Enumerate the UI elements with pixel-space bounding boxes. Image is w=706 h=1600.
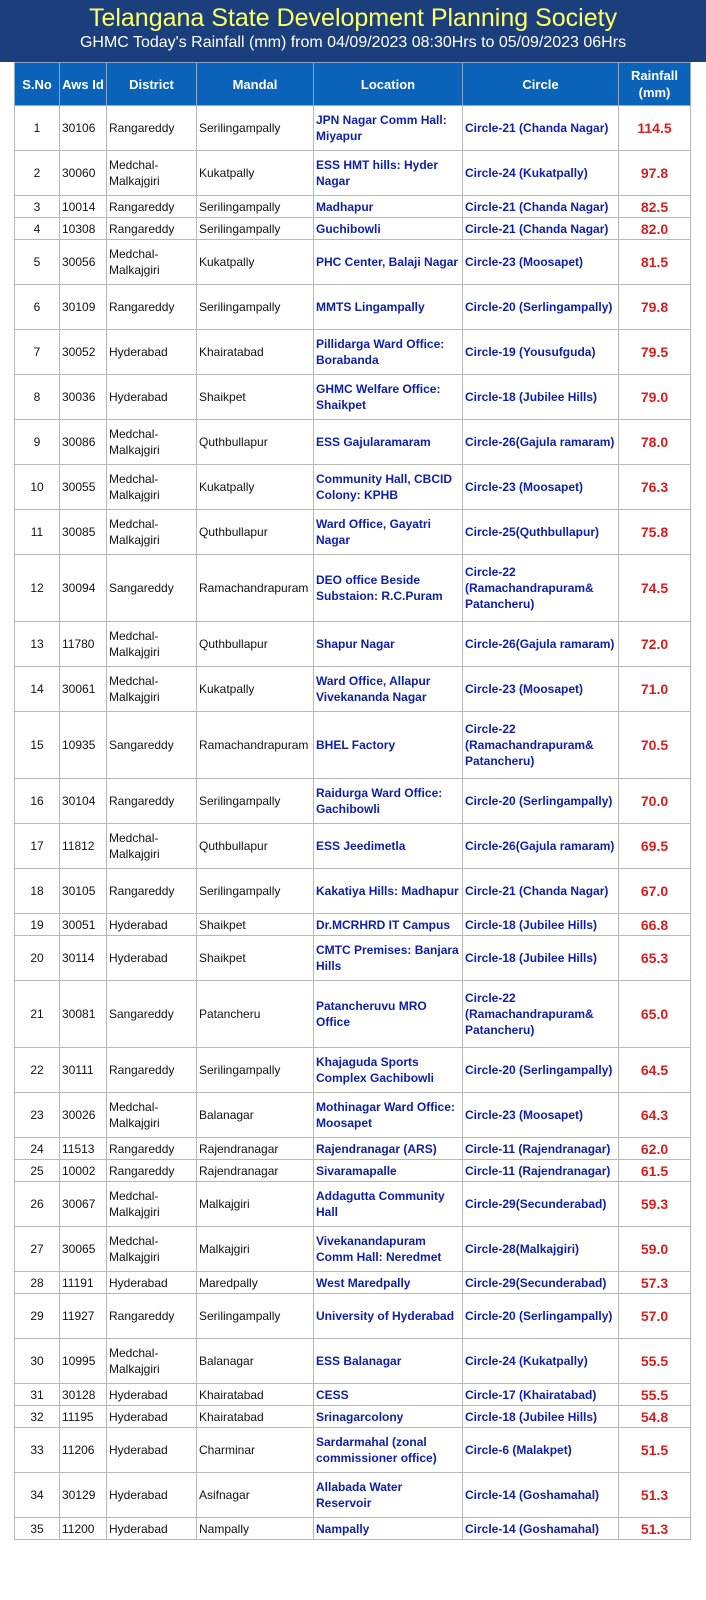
cell-mandal: Quthbullapur xyxy=(197,622,314,667)
table-row xyxy=(15,779,691,824)
table-row xyxy=(15,824,691,869)
cell-sno: 5 xyxy=(15,240,60,285)
cell-circle: Circle-14 (Goshamahal) xyxy=(463,1518,619,1540)
cell-aws-id: 30111 xyxy=(60,1048,107,1093)
cell-mandal: Maredpally xyxy=(197,1272,314,1294)
cell-rainfall: 79.5 xyxy=(619,330,691,375)
cell-mandal: Shaikpet xyxy=(197,936,314,981)
table-row xyxy=(15,1048,691,1093)
cell-circle: Circle-6 (Malakpet) xyxy=(463,1428,619,1473)
cell-rainfall: 70.0 xyxy=(619,779,691,824)
table-row xyxy=(15,555,691,622)
table-row xyxy=(15,1428,691,1473)
cell-mandal: Malkajgiri xyxy=(197,1227,314,1272)
cell-rainfall: 69.5 xyxy=(619,824,691,869)
cell-aws-id: 30109 xyxy=(60,285,107,330)
cell-mandal: Kukatpally xyxy=(197,151,314,196)
cell-circle: Circle-20 (Serlingampally) xyxy=(463,1294,619,1339)
page-header xyxy=(0,0,706,62)
cell-sno: 15 xyxy=(15,712,60,779)
cell-rainfall: 81.5 xyxy=(619,240,691,285)
cell-sno: 13 xyxy=(15,622,60,667)
cell-aws-id: 11191 xyxy=(60,1272,107,1294)
cell-rainfall: 65.3 xyxy=(619,936,691,981)
cell-aws-id: 30067 xyxy=(60,1182,107,1227)
cell-location: ESS Gajularamaram xyxy=(314,420,463,465)
cell-sno: 29 xyxy=(15,1294,60,1339)
cell-circle: Circle-22 (Ramachandrapuram& Patancheru) xyxy=(463,712,619,779)
cell-aws-id: 30060 xyxy=(60,151,107,196)
cell-circle: Circle-23 (Moosapet) xyxy=(463,1093,619,1138)
cell-location: MMTS Lingampally xyxy=(314,285,463,330)
cell-sno: 18 xyxy=(15,869,60,914)
cell-rainfall: 74.5 xyxy=(619,555,691,622)
cell-circle: Circle-18 (Jubilee Hills) xyxy=(463,375,619,420)
cell-rainfall: 51.3 xyxy=(619,1518,691,1540)
table-row xyxy=(15,936,691,981)
cell-circle: Circle-19 (Yousufguda) xyxy=(463,330,619,375)
cell-sno: 23 xyxy=(15,1093,60,1138)
cell-aws-id: 11513 xyxy=(60,1138,107,1160)
cell-circle: Circle-29(Secunderabad) xyxy=(463,1182,619,1227)
cell-circle: Circle-21 (Chanda Nagar) xyxy=(463,196,619,218)
cell-rainfall: 51.3 xyxy=(619,1473,691,1518)
cell-mandal: Asifnagar xyxy=(197,1473,314,1518)
cell-rainfall: 78.0 xyxy=(619,420,691,465)
cell-sno: 16 xyxy=(15,779,60,824)
cell-location: CMTC Premises: Banjara Hills xyxy=(314,936,463,981)
cell-district: Rangareddy xyxy=(107,1294,197,1339)
cell-rainfall: 79.8 xyxy=(619,285,691,330)
cell-circle: Circle-14 (Goshamahal) xyxy=(463,1473,619,1518)
cell-aws-id: 11195 xyxy=(60,1406,107,1428)
cell-location: Ward Office, Gayatri Nagar xyxy=(314,510,463,555)
table-row xyxy=(15,1518,691,1540)
cell-district: Rangareddy xyxy=(107,196,197,218)
cell-aws-id: 10014 xyxy=(60,196,107,218)
cell-location: Pillidarga Ward Office: Borabanda xyxy=(314,330,463,375)
table-row xyxy=(15,1339,691,1384)
cell-sno: 28 xyxy=(15,1272,60,1294)
cell-rainfall: 61.5 xyxy=(619,1160,691,1182)
cell-mandal: Khairatabad xyxy=(197,330,314,375)
cell-mandal: Serilingampally xyxy=(197,106,314,151)
cell-district: Medchal-Malkajgiri xyxy=(107,667,197,712)
cell-aws-id: 30086 xyxy=(60,420,107,465)
cell-circle: Circle-21 (Chanda Nagar) xyxy=(463,869,619,914)
cell-sno: 27 xyxy=(15,1227,60,1272)
cell-district: Rangareddy xyxy=(107,1048,197,1093)
cell-location: Allabada Water Reservoir xyxy=(314,1473,463,1518)
cell-mandal: Rajendranagar xyxy=(197,1138,314,1160)
cell-mandal: Malkajgiri xyxy=(197,1182,314,1227)
cell-aws-id: 30051 xyxy=(60,914,107,936)
table-row xyxy=(15,196,691,218)
cell-location: ESS Balanagar xyxy=(314,1339,463,1384)
col-header-rainfall: Rainfall (mm) xyxy=(619,63,691,106)
table-header-row xyxy=(15,63,691,106)
table-row xyxy=(15,106,691,151)
cell-aws-id: 30105 xyxy=(60,869,107,914)
cell-sno: 34 xyxy=(15,1473,60,1518)
cell-location: Madhapur xyxy=(314,196,463,218)
cell-mandal: Quthbullapur xyxy=(197,420,314,465)
cell-location: Vivekanandapuram Comm Hall: Neredmet xyxy=(314,1227,463,1272)
cell-aws-id: 30026 xyxy=(60,1093,107,1138)
cell-district: Medchal-Malkajgiri xyxy=(107,240,197,285)
cell-sno: 9 xyxy=(15,420,60,465)
table-row xyxy=(15,465,691,510)
table-row xyxy=(15,622,691,667)
cell-aws-id: 30114 xyxy=(60,936,107,981)
cell-sno: 10 xyxy=(15,465,60,510)
cell-aws-id: 11780 xyxy=(60,622,107,667)
cell-location: GHMC Welfare Office: Shaikpet xyxy=(314,375,463,420)
cell-mandal: Serilingampally xyxy=(197,779,314,824)
cell-district: Rangareddy xyxy=(107,779,197,824)
cell-circle: Circle-26(Gajula ramaram) xyxy=(463,420,619,465)
table-row xyxy=(15,981,691,1048)
cell-aws-id: 30085 xyxy=(60,510,107,555)
cell-sno: 17 xyxy=(15,824,60,869)
cell-aws-id: 10002 xyxy=(60,1160,107,1182)
cell-district: Medchal-Malkajgiri xyxy=(107,1339,197,1384)
table-row xyxy=(15,712,691,779)
cell-rainfall: 97.8 xyxy=(619,151,691,196)
cell-location: Srinagarcolony xyxy=(314,1406,463,1428)
cell-rainfall: 54.8 xyxy=(619,1406,691,1428)
col-header-aws-id: Aws Id xyxy=(60,63,107,106)
cell-district: Medchal-Malkajgiri xyxy=(107,465,197,510)
cell-aws-id: 11206 xyxy=(60,1428,107,1473)
cell-district: Hyderabad xyxy=(107,936,197,981)
cell-rainfall: 71.0 xyxy=(619,667,691,712)
cell-aws-id: 11927 xyxy=(60,1294,107,1339)
cell-district: Hyderabad xyxy=(107,330,197,375)
cell-sno: 26 xyxy=(15,1182,60,1227)
cell-location: Khajaguda Sports Complex Gachibowli xyxy=(314,1048,463,1093)
cell-rainfall: 72.0 xyxy=(619,622,691,667)
cell-location: PHC Center, Balaji Nagar xyxy=(314,240,463,285)
table-row xyxy=(15,218,691,240)
cell-district: Medchal-Malkajgiri xyxy=(107,420,197,465)
cell-rainfall: 62.0 xyxy=(619,1138,691,1160)
cell-mandal: Serilingampally xyxy=(197,869,314,914)
cell-location: Addagutta Community Hall xyxy=(314,1182,463,1227)
cell-location: Shapur Nagar xyxy=(314,622,463,667)
table-row xyxy=(15,914,691,936)
cell-mandal: Ramachandrapuram xyxy=(197,712,314,779)
cell-circle: Circle-11 (Rajendranagar) xyxy=(463,1160,619,1182)
cell-district: Hyderabad xyxy=(107,1428,197,1473)
cell-location: Guchibowli xyxy=(314,218,463,240)
cell-rainfall: 75.8 xyxy=(619,510,691,555)
cell-mandal: Nampally xyxy=(197,1518,314,1540)
cell-rainfall: 51.5 xyxy=(619,1428,691,1473)
cell-aws-id: 30094 xyxy=(60,555,107,622)
cell-mandal: Charminar xyxy=(197,1428,314,1473)
col-header-sno: S.No xyxy=(15,63,60,106)
cell-circle: Circle-28(Malkajgiri) xyxy=(463,1227,619,1272)
cell-location: JPN Nagar Comm Hall: Miyapur xyxy=(314,106,463,151)
cell-rainfall: 76.3 xyxy=(619,465,691,510)
cell-mandal: Shaikpet xyxy=(197,375,314,420)
cell-rainfall: 64.3 xyxy=(619,1093,691,1138)
cell-circle: Circle-18 (Jubilee Hills) xyxy=(463,936,619,981)
cell-sno: 19 xyxy=(15,914,60,936)
cell-district: Rangareddy xyxy=(107,218,197,240)
cell-location: Patancheruvu MRO Office xyxy=(314,981,463,1048)
cell-circle: Circle-21 (Chanda Nagar) xyxy=(463,106,619,151)
cell-sno: 33 xyxy=(15,1428,60,1473)
cell-rainfall: 55.5 xyxy=(619,1384,691,1406)
cell-sno: 22 xyxy=(15,1048,60,1093)
cell-district: Medchal-Malkajgiri xyxy=(107,1227,197,1272)
cell-district: Hyderabad xyxy=(107,1473,197,1518)
cell-aws-id: 30056 xyxy=(60,240,107,285)
col-header-district: District xyxy=(107,63,197,106)
page-title: Telangana State Development Planning Society xyxy=(88,4,618,32)
cell-rainfall: 65.0 xyxy=(619,981,691,1048)
cell-mandal: Shaikpet xyxy=(197,914,314,936)
cell-location: Nampally xyxy=(314,1518,463,1540)
cell-mandal: Ramachandrapuram xyxy=(197,555,314,622)
cell-rainfall: 64.5 xyxy=(619,1048,691,1093)
cell-sno: 25 xyxy=(15,1160,60,1182)
cell-aws-id: 11812 xyxy=(60,824,107,869)
table-row xyxy=(15,1138,691,1160)
table-row xyxy=(15,330,691,375)
cell-mandal: Serilingampally xyxy=(197,196,314,218)
cell-location: Mothinagar Ward Office: Moosapet xyxy=(314,1093,463,1138)
cell-circle: Circle-22 (Ramachandrapuram& Patancheru) xyxy=(463,981,619,1048)
cell-rainfall: 57.0 xyxy=(619,1294,691,1339)
table-row xyxy=(15,151,691,196)
cell-circle: Circle-18 (Jubilee Hills) xyxy=(463,914,619,936)
table-row xyxy=(15,1294,691,1339)
cell-mandal: Khairatabad xyxy=(197,1384,314,1406)
cell-circle: Circle-20 (Serlingampally) xyxy=(463,779,619,824)
cell-circle: Circle-18 (Jubilee Hills) xyxy=(463,1406,619,1428)
cell-aws-id: 30065 xyxy=(60,1227,107,1272)
cell-aws-id: 30129 xyxy=(60,1473,107,1518)
cell-sno: 30 xyxy=(15,1339,60,1384)
cell-circle: Circle-23 (Moosapet) xyxy=(463,240,619,285)
cell-sno: 32 xyxy=(15,1406,60,1428)
cell-district: Medchal-Malkajgiri xyxy=(107,622,197,667)
cell-aws-id: 11200 xyxy=(60,1518,107,1540)
cell-rainfall: 70.5 xyxy=(619,712,691,779)
table-row xyxy=(15,375,691,420)
rainfall-table xyxy=(14,62,691,1540)
cell-district: Hyderabad xyxy=(107,1272,197,1294)
cell-rainfall: 67.0 xyxy=(619,869,691,914)
cell-rainfall: 82.0 xyxy=(619,218,691,240)
cell-sno: 20 xyxy=(15,936,60,981)
cell-location: University of Hyderabad xyxy=(314,1294,463,1339)
cell-sno: 6 xyxy=(15,285,60,330)
cell-rainfall: 57.3 xyxy=(619,1272,691,1294)
cell-sno: 4 xyxy=(15,218,60,240)
cell-mandal: Serilingampally xyxy=(197,285,314,330)
cell-mandal: Kukatpally xyxy=(197,465,314,510)
cell-rainfall: 55.5 xyxy=(619,1339,691,1384)
col-header-location: Location xyxy=(314,63,463,106)
cell-circle: Circle-20 (Serlingampally) xyxy=(463,1048,619,1093)
table-row xyxy=(15,240,691,285)
cell-sno: 14 xyxy=(15,667,60,712)
cell-circle: Circle-11 (Rajendranagar) xyxy=(463,1138,619,1160)
cell-aws-id: 10935 xyxy=(60,712,107,779)
cell-sno: 24 xyxy=(15,1138,60,1160)
cell-sno: 2 xyxy=(15,151,60,196)
cell-district: Sangareddy xyxy=(107,555,197,622)
cell-rainfall: 66.8 xyxy=(619,914,691,936)
cell-location: Dr.MCRHRD IT Campus xyxy=(314,914,463,936)
cell-aws-id: 30081 xyxy=(60,981,107,1048)
cell-aws-id: 30106 xyxy=(60,106,107,151)
cell-mandal: Patancheru xyxy=(197,981,314,1048)
cell-location: West Maredpally xyxy=(314,1272,463,1294)
col-header-mandal: Mandal xyxy=(197,63,314,106)
table-row xyxy=(15,1406,691,1428)
cell-district: Medchal-Malkajgiri xyxy=(107,151,197,196)
cell-sno: 1 xyxy=(15,106,60,151)
cell-district: Hyderabad xyxy=(107,914,197,936)
cell-circle: Circle-26(Gajula ramaram) xyxy=(463,622,619,667)
cell-aws-id: 10995 xyxy=(60,1339,107,1384)
cell-district: Hyderabad xyxy=(107,1518,197,1540)
cell-mandal: Kukatpally xyxy=(197,240,314,285)
cell-rainfall: 59.3 xyxy=(619,1182,691,1227)
cell-circle: Circle-20 (Serlingampally) xyxy=(463,285,619,330)
cell-mandal: Kukatpally xyxy=(197,667,314,712)
cell-circle: Circle-24 (Kukatpally) xyxy=(463,151,619,196)
cell-mandal: Rajendranagar xyxy=(197,1160,314,1182)
cell-district: Sangareddy xyxy=(107,712,197,779)
cell-aws-id: 30128 xyxy=(60,1384,107,1406)
table-row xyxy=(15,1473,691,1518)
table-row xyxy=(15,285,691,330)
table-row xyxy=(15,869,691,914)
cell-aws-id: 30104 xyxy=(60,779,107,824)
cell-aws-id: 30061 xyxy=(60,667,107,712)
cell-rainfall: 59.0 xyxy=(619,1227,691,1272)
col-header-circle: Circle xyxy=(463,63,619,106)
cell-circle: Circle-26(Gajula ramaram) xyxy=(463,824,619,869)
cell-location: Ward Office, Allapur Vivekananda Nagar xyxy=(314,667,463,712)
cell-mandal: Balanagar xyxy=(197,1093,314,1138)
cell-circle: Circle-23 (Moosapet) xyxy=(463,667,619,712)
cell-sno: 3 xyxy=(15,196,60,218)
table-row xyxy=(15,1227,691,1272)
cell-district: Rangareddy xyxy=(107,869,197,914)
table-row xyxy=(15,1272,691,1294)
page-subtitle: GHMC Today's Rainfall (mm) from 04/09/2023 08:30Hrs to 05/09/2023 06Hrs xyxy=(79,34,627,51)
table-row xyxy=(15,1093,691,1138)
cell-circle: Circle-22 (Ramachandrapuram& Patancheru) xyxy=(463,555,619,622)
cell-location: Rajendranagar (ARS) xyxy=(314,1138,463,1160)
cell-rainfall: 82.5 xyxy=(619,196,691,218)
table-row xyxy=(15,1160,691,1182)
cell-location: Sivaramapalle xyxy=(314,1160,463,1182)
cell-sno: 7 xyxy=(15,330,60,375)
cell-district: Medchal-Malkajgiri xyxy=(107,1093,197,1138)
cell-district: Rangareddy xyxy=(107,285,197,330)
cell-aws-id: 10308 xyxy=(60,218,107,240)
cell-rainfall: 114.5 xyxy=(619,106,691,151)
cell-sno: 35 xyxy=(15,1518,60,1540)
table-row xyxy=(15,420,691,465)
table-body xyxy=(15,106,691,1540)
cell-mandal: Quthbullapur xyxy=(197,824,314,869)
cell-mandal: Serilingampally xyxy=(197,1294,314,1339)
cell-location: ESS HMT hills: Hyder Nagar xyxy=(314,151,463,196)
cell-aws-id: 30052 xyxy=(60,330,107,375)
cell-district: Medchal-Malkajgiri xyxy=(107,510,197,555)
cell-mandal: Balanagar xyxy=(197,1339,314,1384)
cell-district: Medchal-Malkajgiri xyxy=(107,1182,197,1227)
cell-sno: 8 xyxy=(15,375,60,420)
cell-location: Sardarmahal (zonal commissioner office) xyxy=(314,1428,463,1473)
cell-district: Sangareddy xyxy=(107,981,197,1048)
table-row xyxy=(15,1182,691,1227)
cell-sno: 21 xyxy=(15,981,60,1048)
cell-sno: 12 xyxy=(15,555,60,622)
cell-circle: Circle-25(Quthbullapur) xyxy=(463,510,619,555)
cell-district: Hyderabad xyxy=(107,375,197,420)
cell-district: Rangareddy xyxy=(107,106,197,151)
cell-circle: Circle-21 (Chanda Nagar) xyxy=(463,218,619,240)
cell-district: Hyderabad xyxy=(107,1384,197,1406)
cell-mandal: Khairatabad xyxy=(197,1406,314,1428)
cell-location: Kakatiya Hills: Madhapur xyxy=(314,869,463,914)
table-row xyxy=(15,510,691,555)
table-row xyxy=(15,667,691,712)
cell-location: Community Hall, CBCID Colony: KPHB xyxy=(314,465,463,510)
table-row xyxy=(15,1384,691,1406)
cell-circle: Circle-24 (Kukatpally) xyxy=(463,1339,619,1384)
cell-location: BHEL Factory xyxy=(314,712,463,779)
cell-district: Hyderabad xyxy=(107,1406,197,1428)
cell-circle: Circle-17 (Khairatabad) xyxy=(463,1384,619,1406)
cell-location: ESS Jeedimetla xyxy=(314,824,463,869)
cell-district: Rangareddy xyxy=(107,1160,197,1182)
cell-location: CESS xyxy=(314,1384,463,1406)
cell-location: DEO office Beside Substaion: R.C.Puram xyxy=(314,555,463,622)
cell-aws-id: 30036 xyxy=(60,375,107,420)
cell-rainfall: 79.0 xyxy=(619,375,691,420)
cell-sno: 11 xyxy=(15,510,60,555)
cell-mandal: Serilingampally xyxy=(197,1048,314,1093)
cell-mandal: Quthbullapur xyxy=(197,510,314,555)
cell-aws-id: 30055 xyxy=(60,465,107,510)
cell-district: Medchal-Malkajgiri xyxy=(107,824,197,869)
cell-sno: 31 xyxy=(15,1384,60,1406)
cell-mandal: Serilingampally xyxy=(197,218,314,240)
cell-district: Rangareddy xyxy=(107,1138,197,1160)
cell-circle: Circle-29(Secunderabad) xyxy=(463,1272,619,1294)
cell-location: Raidurga Ward Office: Gachibowli xyxy=(314,779,463,824)
cell-circle: Circle-23 (Moosapet) xyxy=(463,465,619,510)
